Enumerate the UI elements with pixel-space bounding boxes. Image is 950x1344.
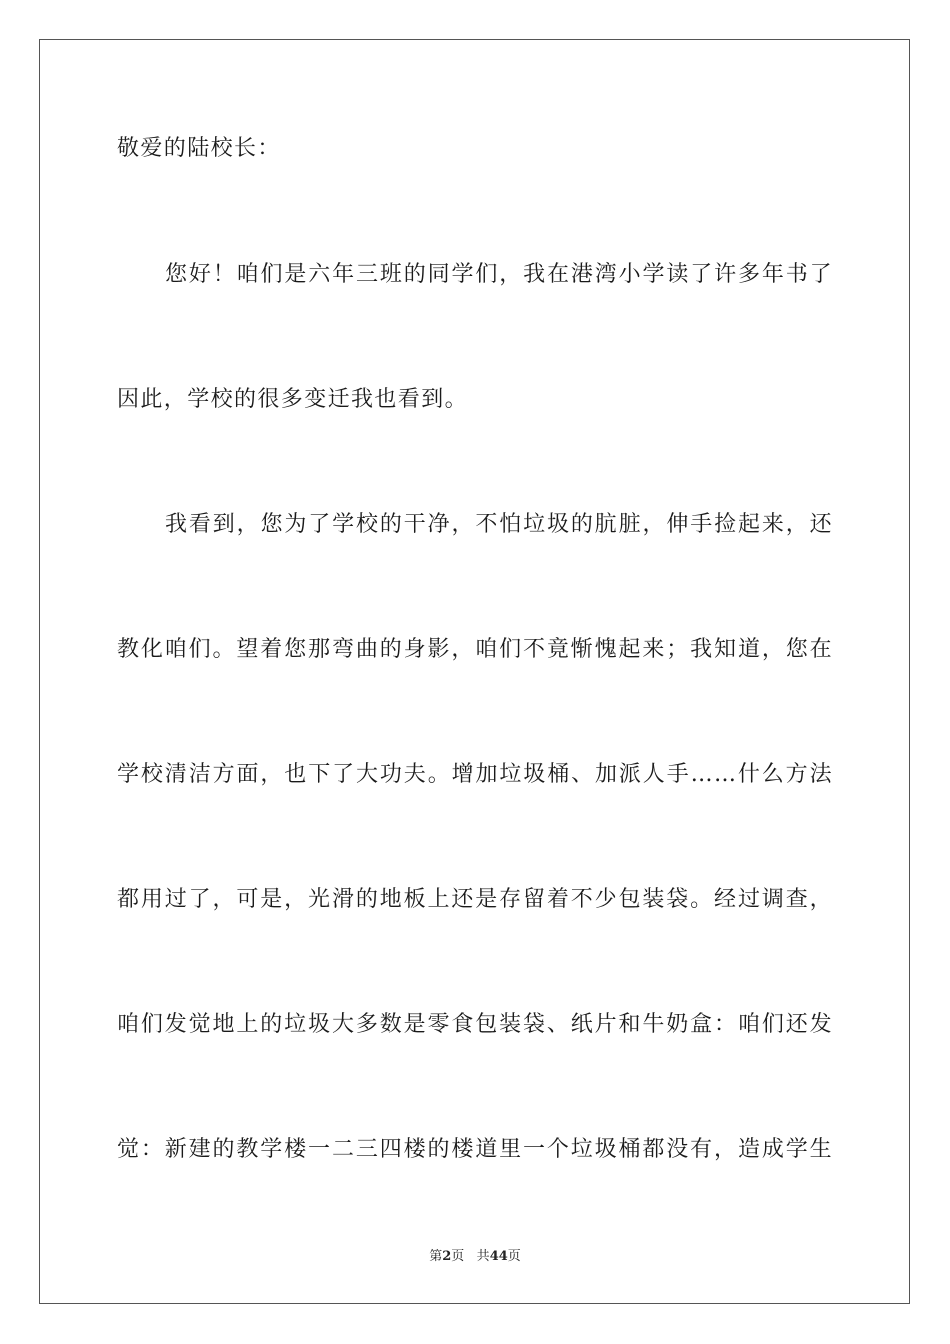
paragraph-line-7: 咱们发觉地上的垃圾大多数是零食包装袋、纸片和牛奶盒：咱们还发: [117, 1012, 833, 1037]
paragraph-line-5: 学校清洁方面，也下了大功夫。增加垃圾桶、加派人手……什么方法: [117, 762, 833, 787]
footer-total-prefix: 共: [476, 1249, 490, 1264]
page-footer: [0, 1248, 950, 1266]
paragraph-line-3: 我看到，您为了学校的干净，不怕垃圾的肮脏，伸手捡起来，还: [165, 512, 833, 537]
footer-total-pages: 44: [489, 1249, 508, 1264]
paragraph-line-8: 觉：新建的教学楼一二三四楼的楼道里一个垃圾桶都没有，造成学生: [117, 1137, 833, 1162]
footer-page-suffix: 页: [451, 1249, 465, 1264]
paragraph-line-2: 因此，学校的很多变迁我也看到。: [117, 387, 469, 412]
paragraph-line-4: 教化咱们。望着您那弯曲的身影，咱们不竟惭愧起来；我知道，您在: [117, 637, 833, 662]
page-border: [39, 39, 910, 1304]
salutation: 敬爱的陆校长：: [117, 136, 281, 161]
paragraph-line-6: 都用过了，可是，光滑的地板上还是存留着不少包装袋。经过调查，: [117, 887, 833, 912]
footer-page-prefix: 第: [429, 1249, 443, 1264]
paragraph-line-1: 您好！咱们是六年三班的同学们，我在港湾小学读了许多年书了: [165, 262, 833, 287]
footer-total-suffix: 页: [507, 1249, 521, 1264]
footer-page-number: 2: [442, 1249, 452, 1264]
